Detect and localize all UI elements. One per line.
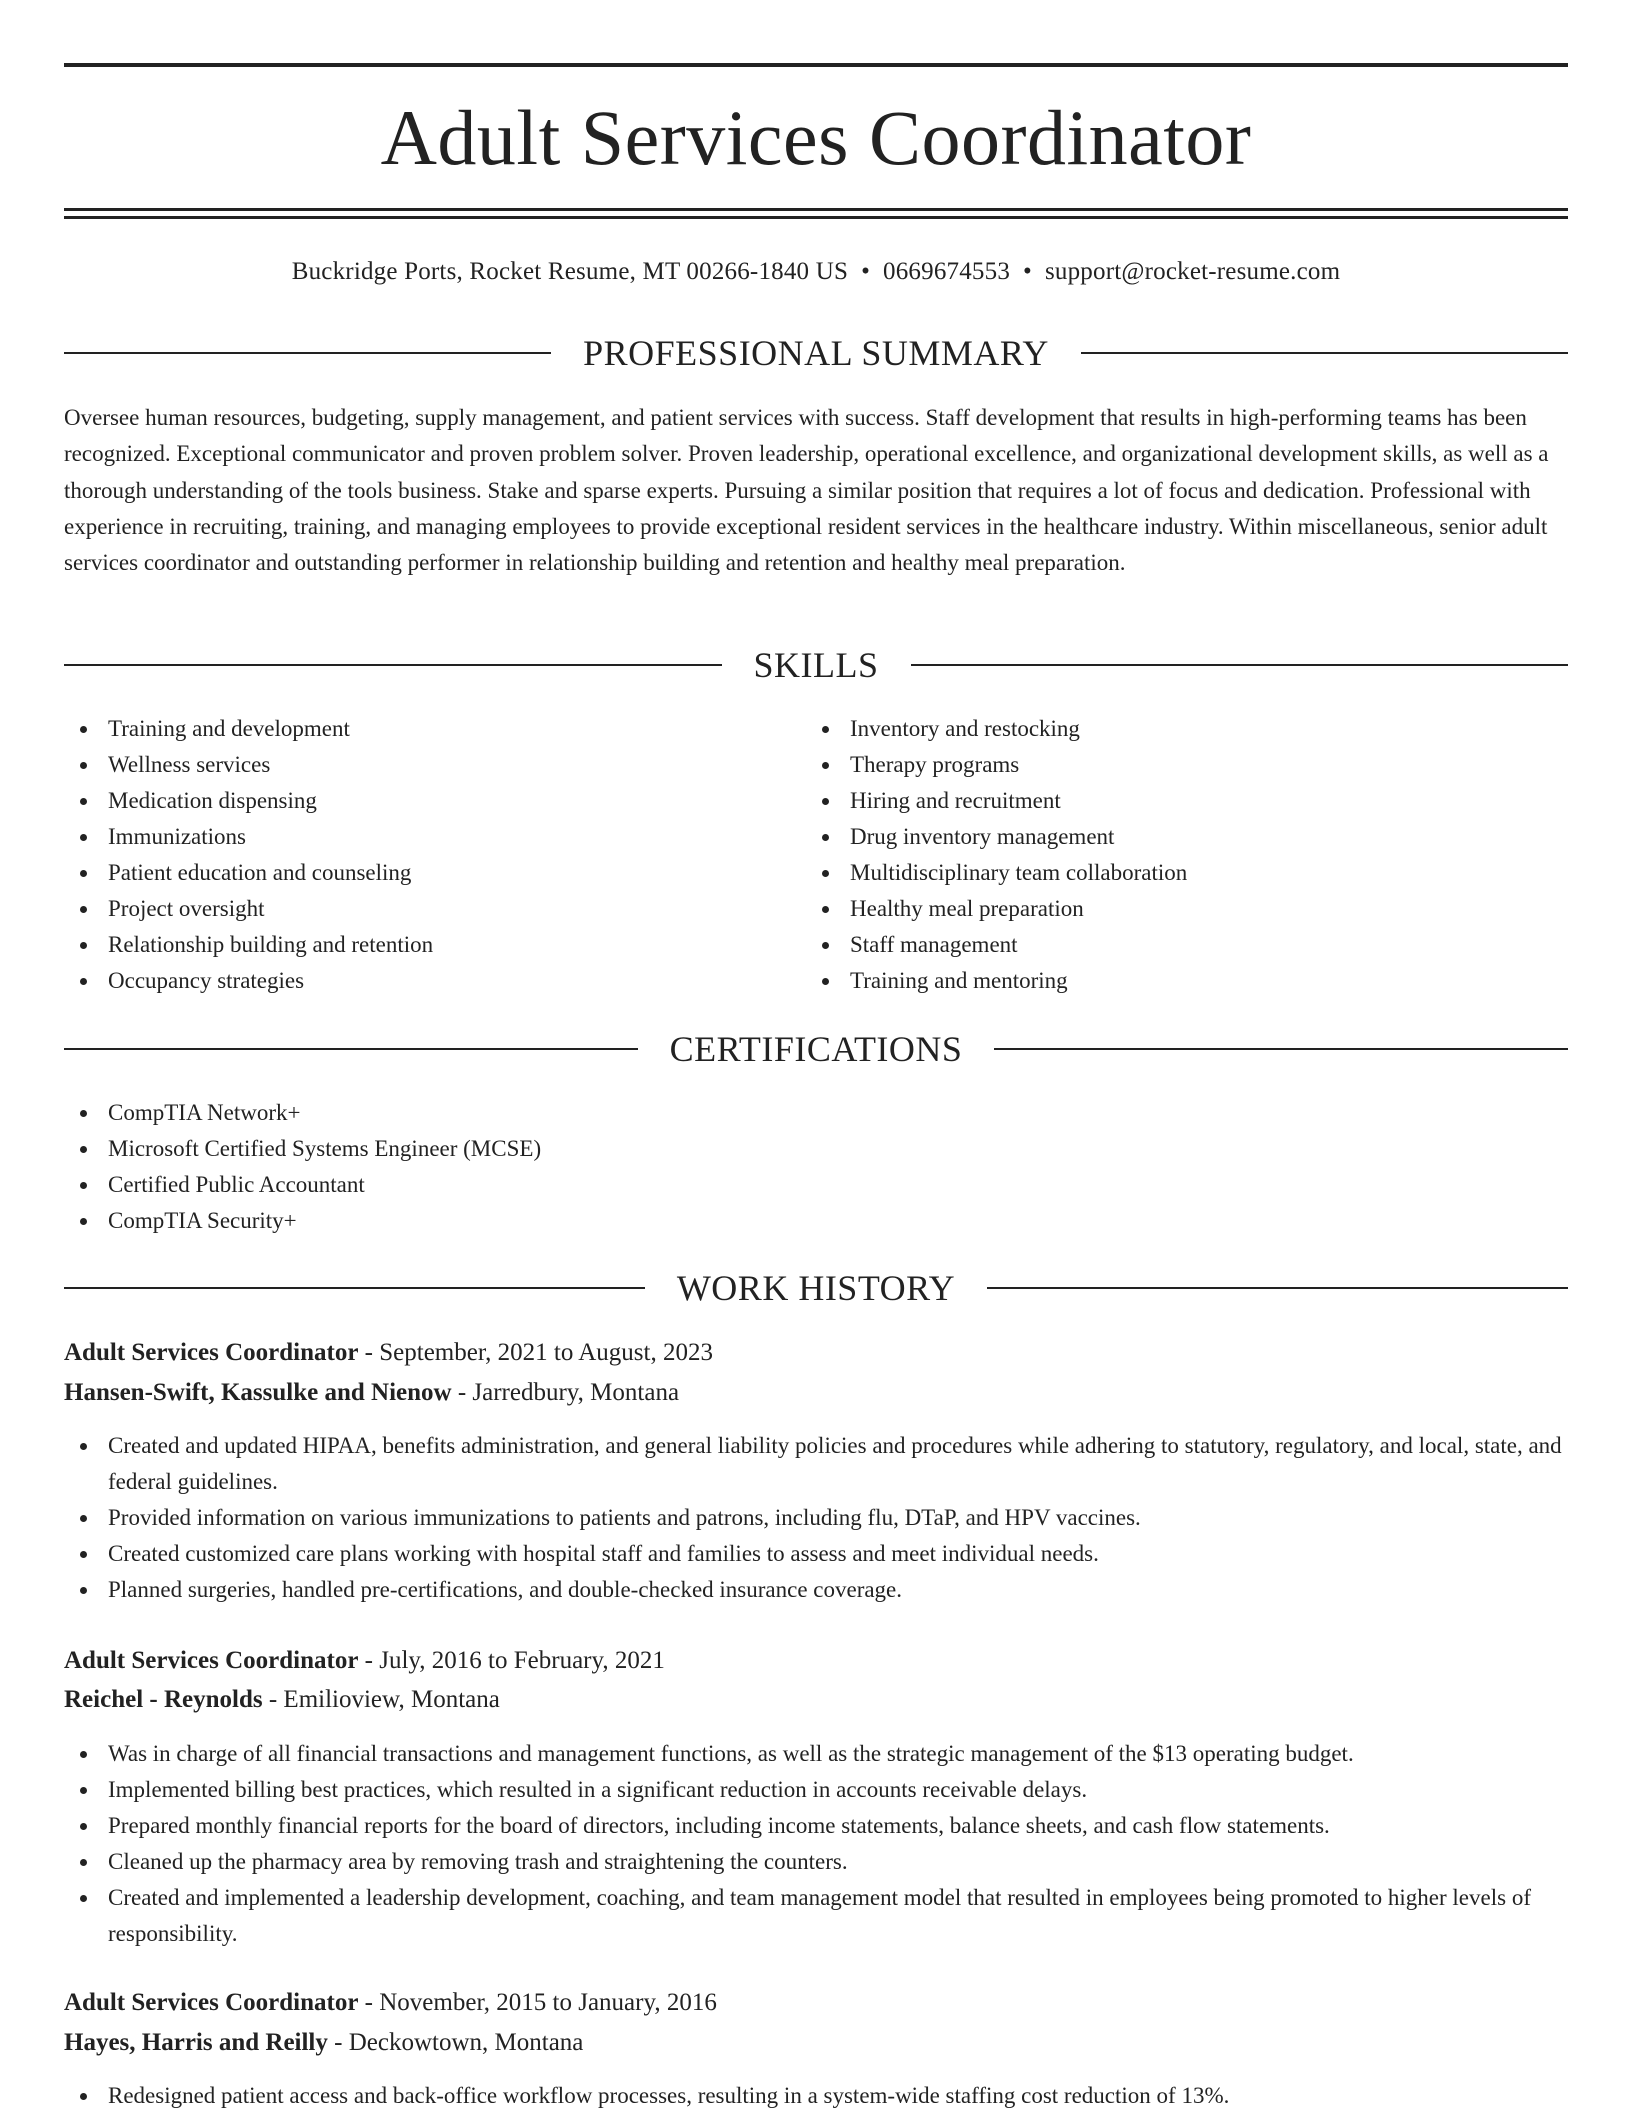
section-title-skills: SKILLS [753,645,879,685]
job-bullets-block [64,1428,1568,1608]
header-bottom-rule [64,208,1568,211]
job-dates: - September, 2021 to August, 2023 [358,1339,713,1366]
header-bottom-rule-second [64,216,1568,219]
job-bullets-list [64,1428,1568,1608]
section-title-certifications: CERTIFICATIONS [669,1029,963,1069]
job-bullet: Created customized care plans working with hospital staff and families to assess and meet individual needs. [64,1536,1568,1572]
certification-item: CompTIA Network+ [64,1095,1568,1131]
job-title: Adult Services Coordinator [64,1647,359,1674]
certification-item: CompTIA Security+ [64,1203,1568,1239]
section-title-summary: PROFESSIONAL SUMMARY [583,333,1049,373]
job-location: - Emilioview, Montana [262,1686,500,1713]
contact-separator: • [1023,258,1032,285]
section-header-summary [64,329,1568,377]
job-company: Hansen-Swift, Kassulke and Nienow [64,1379,452,1406]
job-bullets-block [64,2078,1568,2114]
contact-line [64,254,1568,290]
section-rule-left [64,1048,638,1050]
skill-item: Training and mentoring [806,963,1506,999]
job-bullet: Cleaned up the pharmacy area by removing trash and straightening the counters. [64,1844,1568,1880]
certification-item: Microsoft Certified Systems Engineer (MCSE) [64,1131,1568,1167]
skill-item: Occupancy strategies [64,963,764,999]
job-bullet: Provided information on various immunizations to patients and patrons, including flu, DTaP, and HPV vaccines. [64,1500,1568,1536]
contact-separator: • [861,258,871,285]
contact-address: Buckridge Ports, Rocket Resume, MT 00266-1840 US [291,258,849,285]
skill-item: Hiring and recruitment [806,783,1506,819]
job-bullet: Implemented billing best practices, which resulted in a significant reduction in accounts receivable delays. [64,1772,1568,1808]
skill-item: Patient education and counseling [64,855,764,891]
section-title-work-history: WORK HISTORY [676,1268,956,1308]
contact-email[interactable]: support@rocket-resume.com [1044,258,1341,285]
job-bullet: Redesigned patient access and back-office workflow processes, resulting in a system-wide staffing cost reduction of 13%. [64,2078,1568,2114]
job-bullet: Created and updated HIPAA, benefits administration, and general liability policies and procedures while adhering to statutory, regulatory, and local, state, and federal guidelines. [64,1428,1568,1500]
skill-item: Training and development [64,711,764,747]
section-header-skills [64,641,1568,689]
section-rule-right [911,664,1569,666]
section-rule-left [64,1287,645,1289]
resume-title: Adult Services Coordinator [380,94,1252,181]
job-company-line [64,1680,1568,1720]
job-company-line [64,1373,1568,1413]
job-title: Adult Services Coordinator [64,1989,359,2016]
skills-list-right [806,711,1506,999]
job-title-line [64,1641,1568,1681]
job-company-line [64,2023,1568,2063]
skills-column-left [64,711,764,999]
section-rule-right [994,1048,1568,1050]
section-rule-right [987,1287,1568,1289]
skill-item: Staff management [806,927,1506,963]
certifications-list [64,1095,1568,1239]
job-company: Hayes, Harris and Reilly [64,2029,328,2056]
skill-item: Relationship building and retention [64,927,764,963]
job-bullet: Planned surgeries, handled pre-certifications, and double-checked insurance coverage. [64,1572,1568,1608]
skill-item: Inventory and restocking [806,711,1506,747]
job-bullet: Was in charge of all financial transactions and management functions, as well as the strategic management of the $13 operating budget. [64,1736,1568,1772]
skill-item: Healthy meal preparation [806,891,1506,927]
skill-item: Immunizations [64,819,764,855]
section-rule-left [64,352,551,354]
certification-item: Certified Public Accountant [64,1167,1568,1203]
section-rule-left [64,664,722,666]
job-title: Adult Services Coordinator [64,1339,359,1366]
skill-item: Wellness services [64,747,764,783]
job-bullets-list [64,1736,1568,1952]
header-top-rule [64,63,1568,67]
section-header-certifications [64,1025,1568,1073]
job-dates: - November, 2015 to January, 2016 [358,1989,717,2016]
job-company: Reichel - Reynolds [64,1686,263,1713]
skill-item: Project oversight [64,891,764,927]
contact-phone: 0669674553 [883,258,1011,285]
job-location: - Jarredbury, Montana [451,1379,680,1406]
section-header-work-history [64,1264,1568,1312]
section-rule-right [1081,352,1568,354]
job-bullet: Created and implemented a leadership development, coaching, and team management model that resulted in employees being promoted to higher levels of responsibility. [64,1880,1568,1952]
job-title-line [64,1333,1568,1373]
job-bullet: Prepared monthly financial reports for the board of directors, including income statements, balance sheets, and cash flow statements. [64,1808,1568,1844]
skills-column-right [806,711,1506,999]
skill-item: Drug inventory management [806,819,1506,855]
job-title-line [64,1983,1568,2023]
skill-item: Medication dispensing [64,783,764,819]
skill-item: Therapy programs [806,747,1506,783]
skill-item: Multidisciplinary team collaboration [806,855,1506,891]
job-location: - Deckowtown, Montana [327,2029,584,2056]
job-dates: - July, 2016 to February, 2021 [358,1647,665,1674]
job-bullets-block [64,1736,1568,1952]
summary-paragraph: Oversee human resources, budgeting, supply management, and patient services with success. Staff development that results in high-performing teams has been recognized. Exceptional communicator and proven problem solver. Proven leadership, operational excellence, and organizational development skills, as well as a thorough understanding of the tools business. Stake and sparse experts. Pursuing a similar position that requires a lot of focus and dedication. Professional with experience in recruiting, training, and managing employees to provide exceptional resident services in the healthcare industry. Within miscellaneous, senior adult services coordinator and outstanding performer in relationship building and retention and healthy meal preparation. [64,405,1549,576]
job-bullets-list [64,2078,1568,2114]
certifications-block [64,1095,1568,1239]
skills-list-left [64,711,764,999]
